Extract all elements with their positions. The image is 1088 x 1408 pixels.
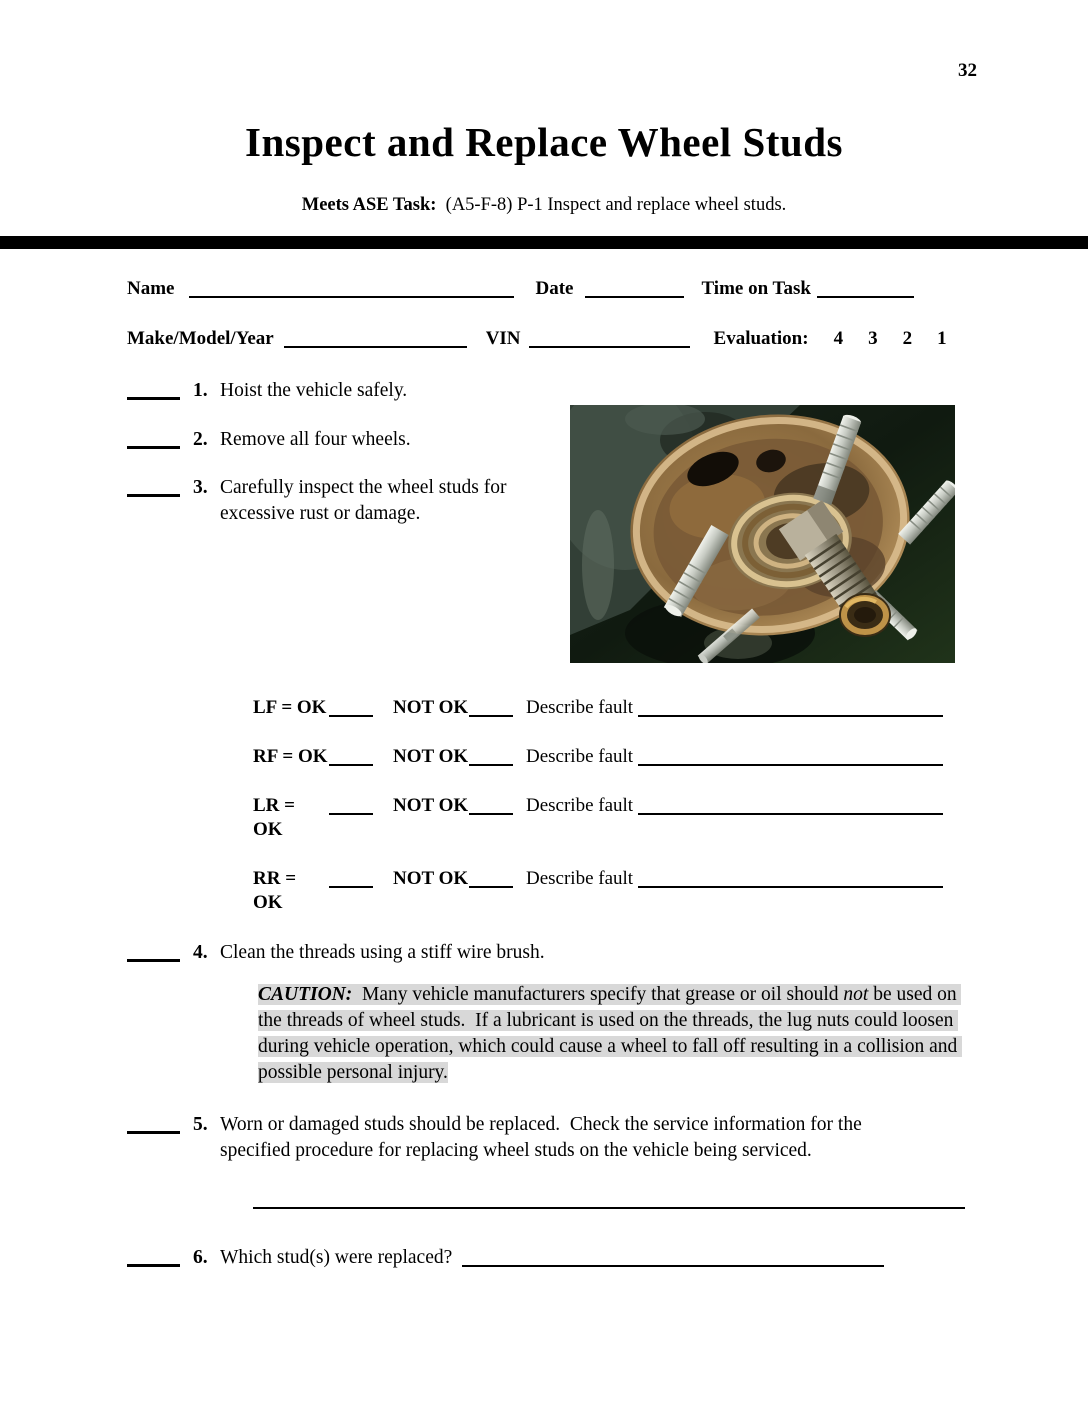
page-title: Inspect and Replace Wheel Studs <box>245 119 843 165</box>
step-2-check-line <box>127 446 180 449</box>
name-fill-line <box>189 296 514 298</box>
step-row-6 <box>127 1245 884 1271</box>
fault-lf-not-ok-label: NOT OK <box>393 697 469 718</box>
divider-rule <box>0 236 1088 249</box>
ase-task-line <box>0 194 1088 216</box>
date-fill-line <box>585 296 684 298</box>
fault-check-section <box>127 696 964 915</box>
fault-rf-label: RF = OK <box>253 746 328 767</box>
fault-row-rr <box>253 867 943 915</box>
step-4-number: 4. <box>193 942 208 963</box>
info-row-vehicle <box>127 328 964 350</box>
fault-rr-not-ok-label: NOT OK <box>393 868 469 889</box>
step-1-check-line <box>127 397 180 400</box>
vin-fill-line <box>529 346 690 348</box>
step-3-check-line <box>127 494 180 497</box>
fault-lr-describe-label: Describe fault <box>526 795 634 816</box>
fault-lr-not-ok-label: NOT OK <box>393 795 469 816</box>
caution-note <box>258 982 982 1086</box>
info-row-name-date-time <box>127 278 964 300</box>
date-label: Date <box>535 278 574 299</box>
wheel-hub-photo <box>570 405 955 663</box>
caution-highlight <box>258 984 962 1083</box>
fault-lr-not-ok-line <box>469 813 513 815</box>
step-row-1 <box>127 378 964 404</box>
step-6-check-line <box>127 1264 180 1267</box>
step-3-number: 3. <box>193 477 208 498</box>
fault-rf-not-ok-label: NOT OK <box>393 746 469 767</box>
fault-lr-label: LR = OK <box>253 795 295 840</box>
step-5-answer-line <box>253 1207 965 1209</box>
make-model-year-label: Make/Model/Year <box>127 328 274 349</box>
fault-rr-ok-line <box>329 886 373 888</box>
fault-lf-describe-line <box>638 715 943 717</box>
fault-lf-label: LF = OK <box>253 697 327 718</box>
page-number: 32 <box>958 60 977 81</box>
step-4-check-line <box>127 959 180 962</box>
document-header <box>0 0 1088 216</box>
caution-text-2: be used on the threads of wheel studs. If a lubricant is used on the threads, the lug nuts could loosen during vehicle operation, which could cause a wheel to fall off resulting in a collision and possible personal injury. <box>258 984 963 1083</box>
ase-task-text: (A5-F-8) P-1 Inspect and replace wheel studs. <box>436 195 787 215</box>
step-6-text: Which stud(s) were replaced? <box>220 1247 453 1268</box>
step-4-text: Clean the threads using a stiff wire brush. <box>220 942 545 963</box>
step-6-answer-line <box>462 1265 884 1267</box>
time-on-task-fill-line <box>817 296 914 298</box>
step-5-check-line <box>127 1131 180 1134</box>
fault-rf-ok-line <box>329 764 373 766</box>
fault-rf-not-ok-line <box>469 764 513 766</box>
fault-row-lr <box>253 794 943 842</box>
step-5-number: 5. <box>193 1114 208 1135</box>
evaluation-label: Evaluation: <box>713 328 809 349</box>
evaluation-score-3: 3 <box>868 328 878 349</box>
time-on-task-label: Time on Task <box>701 278 811 299</box>
fault-row-rf <box>253 745 943 769</box>
step-row-4 <box>127 940 964 966</box>
make-model-year-fill-line <box>284 346 467 348</box>
fault-lf-ok-line <box>329 715 373 717</box>
step-row-5 <box>127 1112 964 1164</box>
step-2-text: Remove all four wheels. <box>220 429 411 450</box>
evaluation-score-2: 2 <box>902 328 913 349</box>
step-3-text: Carefully inspect the wheel studs for excessive rust or damage. <box>220 477 512 524</box>
fault-rr-not-ok-line <box>469 886 513 888</box>
fault-lr-describe-line <box>638 813 943 815</box>
evaluation-score-4: 4 <box>833 328 844 349</box>
step-5-text: Worn or damaged studs should be replaced. Check the service information for the specified procedure for replacing wheel studs on the vehicle being serviced. <box>220 1114 867 1161</box>
fault-rf-describe-label: Describe fault <box>526 746 634 767</box>
ase-task-label: Meets ASE Task: <box>301 195 437 215</box>
caution-label: CAUTION: <box>258 984 353 1005</box>
fault-lf-describe-label: Describe fault <box>526 697 634 718</box>
fault-rr-label: RR = OK <box>253 868 297 913</box>
fault-row-lf <box>253 696 943 720</box>
fault-rr-describe-line <box>638 886 943 888</box>
fault-lr-ok-line <box>329 813 373 815</box>
step-6-number: 6. <box>193 1247 208 1268</box>
vin-label: VIN <box>485 328 521 349</box>
caution-italic-word: not <box>843 984 869 1005</box>
wheel-hub-illustration <box>570 405 955 663</box>
step-1-number: 1. <box>193 380 208 401</box>
caution-text-1: Many vehicle manufacturers specify that grease or oil should <box>352 984 844 1005</box>
fault-lf-not-ok-line <box>469 715 513 717</box>
evaluation-score-1: 1 <box>937 328 947 349</box>
step-2-number: 2. <box>193 429 208 450</box>
name-label: Name <box>127 278 175 299</box>
step-1-text: Hoist the vehicle safely. <box>220 380 408 401</box>
fault-rr-describe-label: Describe fault <box>526 868 634 889</box>
fault-rf-describe-line <box>638 764 943 766</box>
